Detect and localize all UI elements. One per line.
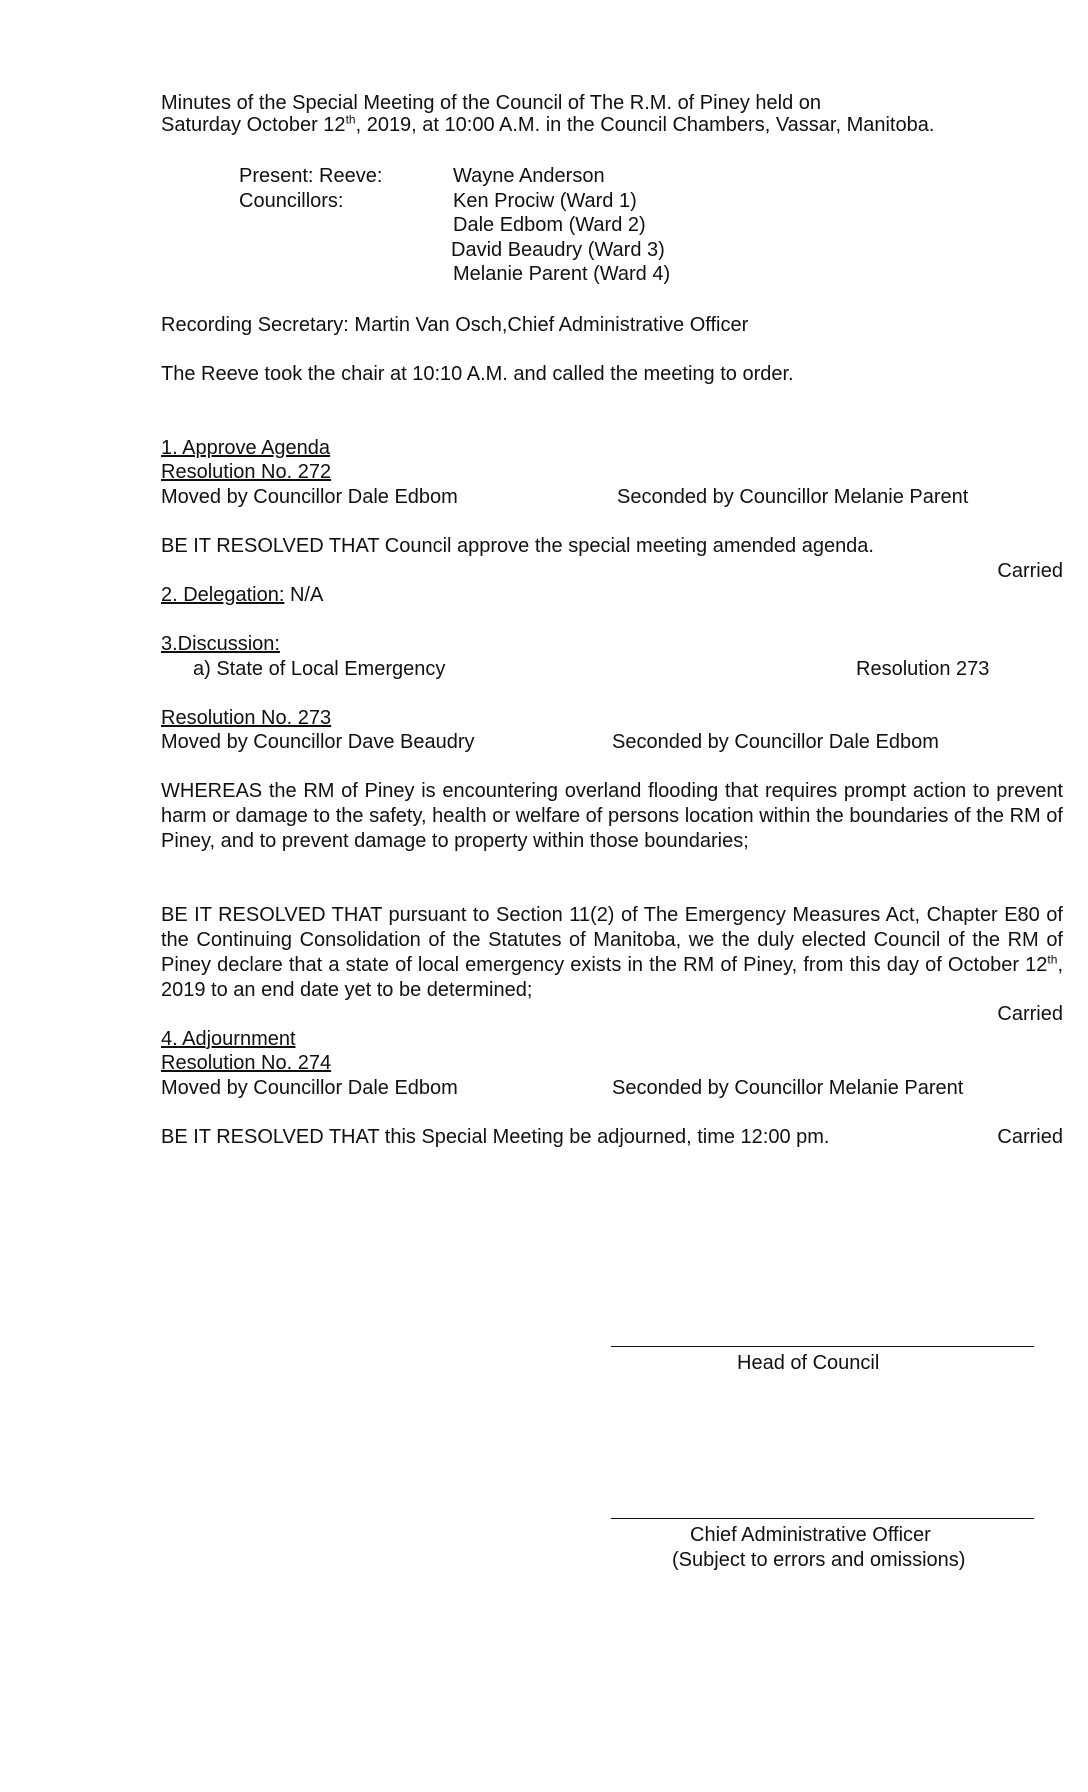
header-line-1: Minutes of the Special Meeting of the Council of The R.M. of Piney held on [161,92,821,114]
item1-moved: Moved by Councillor Dale Edbom [161,486,458,508]
signature-line-cao [611,1518,1034,1519]
item3-subitem: a) State of Local Emergency [193,658,446,680]
item1-seconded: Seconded by Councillor Melanie Parent [617,486,969,508]
item4-status: Carried [997,1126,1063,1148]
item3-whereas: WHEREAS the RM of Piney is encountering overland flooding that requires prompt action to prevent harm or damage to the safety, health or welfare of persons location within the boundaries of the RM of Piney, and to prevent damage to property within those boundaries; [161,780,1063,852]
item1-text: BE IT RESOLVED THAT Council approve the special meeting amended agenda. [161,535,874,557]
item1-heading: 1. Approve Agenda [161,437,331,459]
item3-resolution: Resolution No. 273 [161,707,332,729]
councillor-item: Melanie Parent (Ward 4) [453,263,671,285]
item3-resolved: BE IT RESOLVED THAT pursuant to Section 11(2) of The Emergency Measures Act, Chapter E80 of the Continuing Consolidation of the Statutes of Manitoba, we the duly elected Council of the RM of Piney declare that a state of local emergency exists in the RM of Piney, from this day of October 12th, 2019 to an end date yet to be determined; [161,904,1063,1001]
councillor-item: Ken Prociw (Ward 1) [453,190,637,212]
item3-heading: 3.Discussion: [161,633,280,655]
errors-note: (Subject to errors and omissions) [672,1549,966,1571]
item4-heading: 4. Adjournment [161,1028,296,1050]
reeve-label: Present: Reeve: [239,165,383,187]
reeve-name: Wayne Anderson [453,165,605,187]
councillor-item: Dale Edbom (Ward 2) [453,214,646,236]
councillors-label: Councillors: [239,190,344,212]
item3-moved: Moved by Councillor Dave Beaudry [161,731,475,753]
item4-text: BE IT RESOLVED THAT this Special Meeting be adjourned, time 12:00 pm. [161,1126,830,1148]
item2 [161,583,323,608]
item3-seconded: Seconded by Councillor Dale Edbom [612,731,939,753]
signature-cao-label: Chief Administrative Officer [690,1524,931,1546]
item1-status: Carried [997,560,1063,582]
item3-subitem-ref: Resolution 273 [856,658,990,680]
opening-statement: The Reeve took the chair at 10:10 A.M. and called the meeting to order. [161,363,794,385]
item3-status: Carried [997,1003,1063,1025]
signature-line-head [611,1346,1034,1347]
item2-value: N/A [284,584,324,606]
councillor-item: David Beaudry (Ward 3) [451,239,665,261]
item4-resolution: Resolution No. 274 [161,1052,332,1074]
item4-moved: Moved by Councillor Dale Edbom [161,1077,458,1099]
recording-secretary: Recording Secretary: Martin Van Osch,Chief Administrative Officer [161,314,749,336]
item2-heading: 2. Delegation: [161,584,285,606]
item4-seconded: Seconded by Councillor Melanie Parent [612,1077,964,1099]
item1-resolution: Resolution No. 272 [161,461,332,483]
signature-head-label: Head of Council [737,1352,880,1374]
header-line-2: Saturday October 12th, 2019, at 10:00 A.M. in the Council Chambers, Vassar, Manitoba. [161,112,935,136]
